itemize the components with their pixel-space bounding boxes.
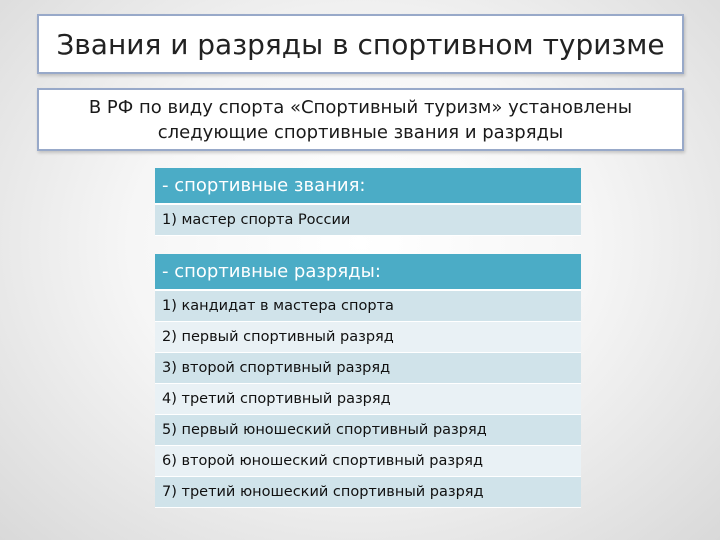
intro-line-1: В РФ по виду спорта «Спортивный туризм» установлены [88,96,633,118]
sport-ranks-table [155,254,581,508]
table-cell: 1) мастер спорта России [155,204,581,236]
table-cell: 5) первый юношеский спортивный разряд [155,415,581,446]
table-row [155,290,581,322]
intro-line-2: следующие спортивные звания и разряды [157,121,564,143]
table-row [155,204,581,236]
sport-ranks-header: - спортивные разряды: [155,254,581,290]
intro-text [89,95,632,145]
table-row [155,353,581,384]
table-cell: 6) второй юношеский спортивный разряд [155,446,581,477]
table-row [155,477,581,508]
table-cell: 1) кандидат в мастера спорта [155,290,581,322]
slide-title-box [37,14,684,74]
sport-titles-header: - спортивные звания: [155,168,581,204]
sport-titles-table [155,168,581,236]
table-cell: 7) третий юношеский спортивный разряд [155,477,581,508]
table-row [155,446,581,477]
table-row [155,415,581,446]
table-cell: 4) третий спортивный разряд [155,384,581,415]
table-header-row [155,254,581,290]
table-header-row [155,168,581,204]
table-row [155,322,581,353]
table-cell: 3) второй спортивный разряд [155,353,581,384]
table-row [155,384,581,415]
slide-title: Звания и разряды в спортивном туризме [56,27,665,61]
intro-box [37,88,684,151]
table-cell: 2) первый спортивный разряд [155,322,581,353]
